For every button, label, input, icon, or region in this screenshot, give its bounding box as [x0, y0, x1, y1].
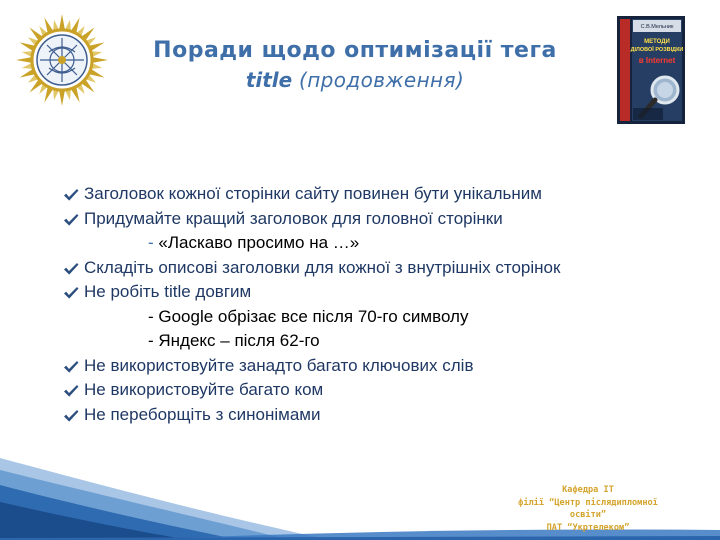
- svg-text:ДІЛОВОЇ РОЗВІДКИ: ДІЛОВОЇ РОЗВІДКИ: [630, 47, 684, 53]
- list-item-text: Заголовок кожної сторінки сайту повинен бути унікальним: [84, 184, 542, 203]
- subitem-label: - Яндекс – після 62-го: [148, 331, 320, 350]
- list-item: [63, 378, 703, 403]
- list-subitem-text: [148, 305, 468, 330]
- list-item-text: Не використовуйте занадто багато ключових слів: [84, 355, 474, 375]
- list-item: [63, 182, 703, 207]
- list-item: [63, 280, 703, 305]
- footer-line-4: ПАТ “Укртелеком”: [546, 522, 630, 533]
- checkmark-icon: [63, 384, 79, 398]
- subitem-label: «Ласкаво просимо на …»: [158, 233, 360, 252]
- title-subtitle: (продовження): [292, 68, 465, 92]
- svg-text:С.В.Мельник: С.В.Мельник: [640, 24, 674, 30]
- footer-line-2: філії “Центр післядипломної: [518, 497, 658, 508]
- svg-text:МЕТОДИ: МЕТОДИ: [644, 39, 670, 45]
- list-item: [63, 207, 703, 232]
- footer-line-3: освіти”: [569, 510, 607, 520]
- title-line-1: Поради щодо оптимізації тега: [153, 38, 557, 63]
- subitem-dash: -: [148, 233, 159, 252]
- checkmark-icon: [63, 262, 79, 276]
- footer-credit: [478, 484, 698, 534]
- list-item: [63, 403, 703, 428]
- list-subitem-text: [148, 329, 320, 354]
- checkmark-icon: [63, 286, 79, 300]
- list-item: [63, 256, 703, 281]
- title-tag-word: title: [245, 68, 293, 92]
- subitem-label: - Google обрізає все після 70-го символу: [148, 306, 469, 326]
- title-line-2: [120, 66, 590, 94]
- footer-line-1: Кафедра ІТ: [562, 485, 614, 495]
- bullet-list: [63, 182, 703, 427]
- checkmark-icon: [63, 360, 79, 374]
- checkmark-icon: [63, 409, 79, 423]
- checkmark-icon: [63, 213, 79, 227]
- book-cover-image: [617, 16, 685, 124]
- list-subitem: [63, 231, 703, 256]
- list-subitem: [63, 305, 703, 330]
- list-item-text: Придумайте кращий заголовок для головної сторінки: [84, 208, 503, 228]
- list-item-text: Не робіть title довгим: [84, 282, 252, 301]
- slide-title: [120, 36, 590, 94]
- list-subitem: [63, 329, 703, 354]
- list-item: [63, 354, 703, 379]
- list-item-text: Не переборщіть з синонімами: [84, 404, 321, 424]
- checkmark-icon: [63, 188, 79, 202]
- list-item-text: Складіть описові заголовки для кожної з внутрішніх сторінок: [84, 257, 561, 277]
- list-item-text: Не використовуйте багато ком: [84, 380, 324, 399]
- emblem-logo: [14, 12, 110, 108]
- svg-text:в Internet: в Internet: [638, 56, 676, 65]
- list-subitem-text: [148, 231, 359, 256]
